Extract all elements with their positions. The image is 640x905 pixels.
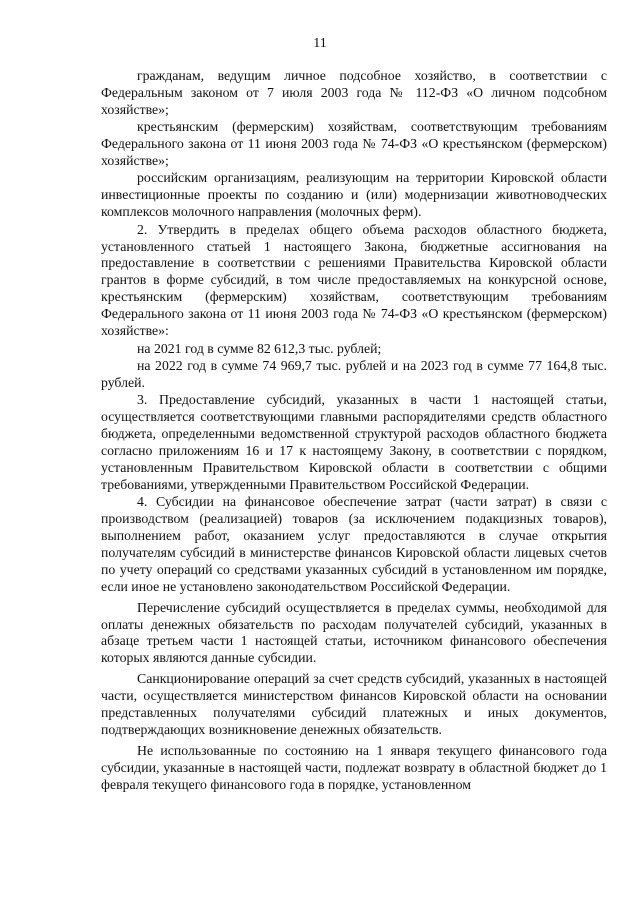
paragraph-11: Не использованные по состоянию на 1 января текущего финансового года субсидии, указанные в настоящей части, подлежат возврату в областной бюджет до 1 февраля текущего финансового года в порядке, установленном <box>101 742 607 792</box>
document-body <box>101 68 607 794</box>
paragraph-4: 2. Утвердить в пределах общего объема расходов областного бюджета, установленного статьей 1 настоящего Закона, бюджетные ассигнования на предоставление в соответствии с решениями Правительства Кировской области грантов в форме субсидий, в том числе предоставляемых на конкурсной основе, крестьянским (фермерским) хозяйствам, соответствующим требованиям Федерального закона от 11 июня 2003 года № 74-ФЗ «О крестьянском (фермерском) хозяйстве»: <box>101 221 607 339</box>
paragraph-5: на 2021 год в сумме 82 612,3 тыс. рублей; <box>137 340 382 356</box>
page-number: 11 <box>313 36 327 51</box>
paragraph-6: на 2022 год в сумме 74 969,7 тыс. рублей и на 2023 год в сумме 77 164,8 тыс. рублей. <box>101 357 607 390</box>
paragraph-10: Санкционирование операций за счет средств субсидий, указанных в настоящей части, осуществляется министерством финансов Кировской области на основании представленных получателями субсидий платежных и иных документов, подтверждающих возникновение денежных обязательств. <box>101 671 607 737</box>
paragraph-7: 3. Предоставление субсидий, указанных в части 1 настоящей статьи, осуществляется соответствующими главными распорядителями средств областного бюджета, определенными ведомственной структурой расходов областного бюджета согласно приложениям 16 и 17 к настоящему Закону, в соответствии с порядком, установленным Правительством Кировской области в соответствии с общими требованиями, утвержденными Правительством Российской Федерации. <box>101 392 607 492</box>
paragraph-9: Перечисление субсидий осуществляется в пределах суммы, необходимой для оплаты денежных обязательств по расходам получателей субсидий, указанных в абзаце третьем части 1 настоящей статьи, источником финансового обеспечения которых являются данные субсидии. <box>101 599 607 666</box>
paragraph-1: гражданам, ведущим личное подсобное хозяйство, в соответствии с Федеральным законом от 7 июля 2003 года № 112-ФЗ «О личном подсобном хозяйстве»; <box>101 68 607 117</box>
paragraph-8: 4. Субсидии на финансовое обеспечение затрат (части затрат) в связи с производством (реализацией) товаров (за исключением подакцизных товаров), выполнением работ, оказанием услуг предоставляются в случае открытия получателям субсидий в министерстве финансов Кировской области лицевых счетов по учету операций со средствами указанных субсидий в установленном им порядке, если иное не установлено законодательством Российской Федерации. <box>101 494 607 594</box>
paragraph-3: российским организациям, реализующим на территории Кировской области инвестиционные проекты по созданию и (или) модернизации животноводческих комплексов молочного направления (молочных ферм). <box>101 170 607 220</box>
paragraph-2: крестьянским (фермерским) хозяйствам, соответствующим требованиям Федерального закона от 11 июня 2003 года № 74-ФЗ «О крестьянском (фермерском) хозяйстве»; <box>101 119 607 169</box>
